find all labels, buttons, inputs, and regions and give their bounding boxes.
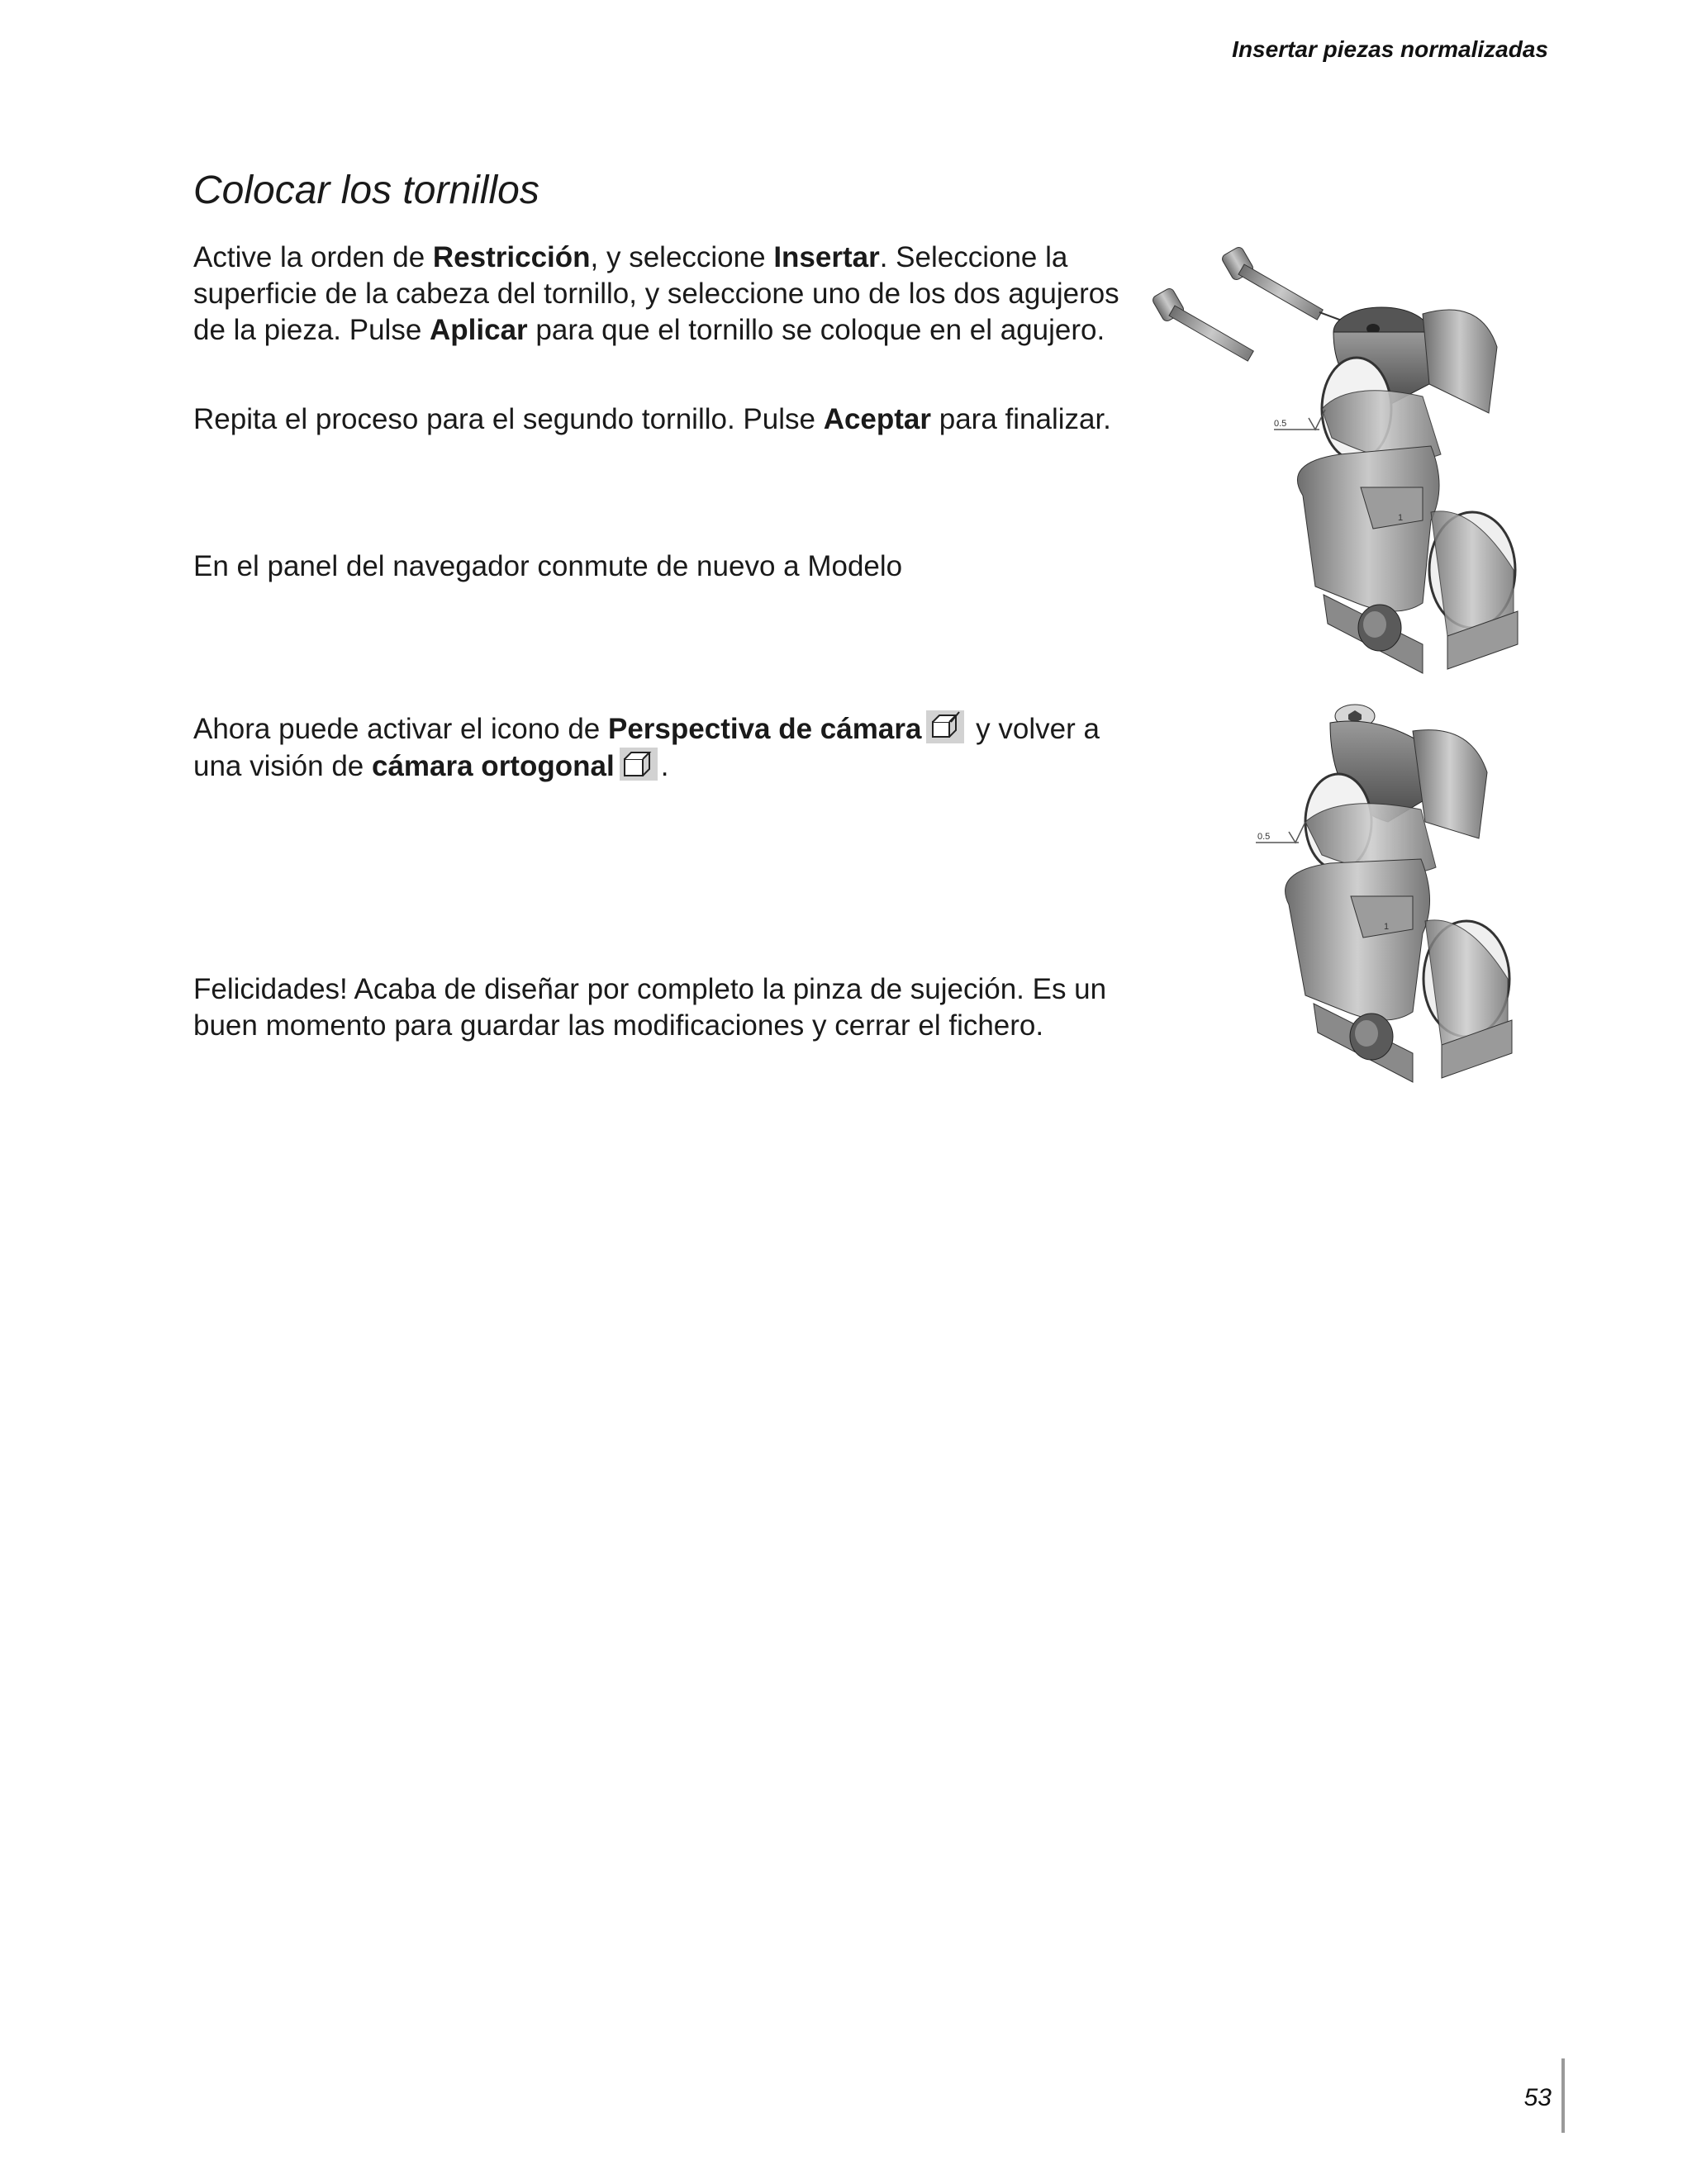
dimension-label-2: 1 xyxy=(1384,922,1390,932)
paragraph-congratulations xyxy=(193,971,1152,1044)
running-header: Insertar piezas normalizadas xyxy=(1232,36,1548,62)
orthographic-camera-icon xyxy=(620,748,658,781)
dimension-label: 0.5 xyxy=(1257,832,1271,842)
text-run: En el panel del navegador conmute de nuevo a Modelo xyxy=(193,550,903,582)
paragraph-browser-model xyxy=(193,548,1152,585)
screw-right xyxy=(1220,245,1342,320)
text-run: . xyxy=(660,750,669,782)
page-number: 53 xyxy=(1523,2084,1552,2111)
text-run: , y seleccione xyxy=(590,241,774,273)
text-run: Ahora puede activar el icono de xyxy=(193,713,608,745)
paragraph-second-screw xyxy=(193,401,1152,438)
clamp-exploded-figure xyxy=(1150,240,1563,686)
bold-term-perspectiva: Perspectiva de cámara xyxy=(608,713,922,745)
section-title: Colocar los tornillos xyxy=(193,169,539,212)
bold-term-aceptar: Aceptar xyxy=(823,403,932,435)
dimension-label: 0.5 xyxy=(1274,419,1287,429)
text-run: para que el tornillo se coloque en el agujero. xyxy=(527,314,1105,346)
screw-left xyxy=(1151,287,1253,361)
text-run: Repita el proceso para el segundo tornillo. Pulse xyxy=(193,403,824,435)
text-run: Active la orden de xyxy=(193,241,433,273)
clamp-assembled-figure xyxy=(1248,698,1561,1094)
text-run: y volver a una visión de xyxy=(193,713,1100,782)
text-run: Felicidades! Acaba de diseñar por completo la pinza de sujeción. Es un buen momento para guardar las modificaciones y cerrar el fichero. xyxy=(193,973,1107,1042)
page-number-rule xyxy=(1561,2058,1565,2133)
bold-term-aplicar: Aplicar xyxy=(430,314,528,346)
paragraph-camera xyxy=(193,710,1152,785)
dimension-label-2: 1 xyxy=(1398,513,1404,523)
bold-term-ortogonal: cámara ortogonal xyxy=(371,750,615,782)
bold-term-restriccion: Restricción xyxy=(432,241,591,273)
bold-term-insertar: Insertar xyxy=(773,241,880,273)
text-run: para finalizar. xyxy=(931,403,1111,435)
perspective-camera-icon xyxy=(926,710,964,743)
text-run: . Seleccione la superficie de la cabeza del tornillo, y seleccione uno de los dos agujeros de la pieza. Pulse xyxy=(193,241,1119,346)
paragraph-insert-screw xyxy=(193,240,1152,349)
